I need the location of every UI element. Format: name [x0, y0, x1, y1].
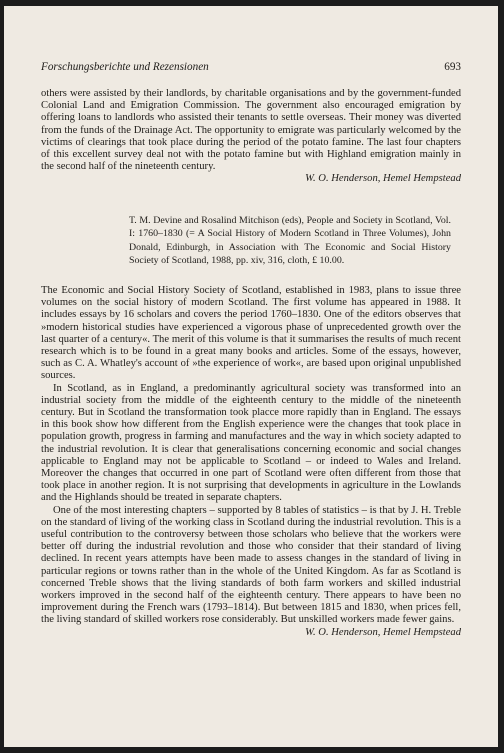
- document-page: [4, 6, 498, 747]
- page-number: 693: [444, 61, 461, 73]
- review-2-paragraph-2: In Scotland, as in England, a predominantly agricultural society was transformed into an industrial society from the middle of the eighteenth century to the middle of the nineteenth century. But in Scotland the transformation took placce more rapidly than in England. The essays in this book show how different from the English experience were the changes that took place in population growth, progress in farming and manufactures and the way in which society adapted to the industrial revolution. It is clear that generalisations concerning economic and social changes applicable to England may not be applicable to Scotland – or indeed to Wales and Ireland. Moreover the changes that occurred in one part of Scotland were often different from those that took place in another region. It is not surprising that developments in agriculture in the Lowlands and the Highlands should be treated in separate chapters.: [41, 382, 461, 504]
- review-2: [41, 285, 461, 639]
- review-2-paragraph-1: The Economic and Social History Society of Scotland, established in 1983, plans to issue three volumes on the social history of modern Scotland. The first volume has appeared in 1988. It includes essays by 16 scholars and covers the period 1760–1830. One of the editors observes that »modern historical studies have experienced a vigorous phase of unprecedented growth over the last quarter of a century«. The merit of this volume is that it summarises the results of much recent research which is to be found in a great many books and articles. Some of the essays, however, such as C. A. Whatley's account of »the experience of work«, are based upon original unpublished sources.: [41, 285, 461, 382]
- page-header: [41, 61, 461, 74]
- review-1-paragraph: others were assisted by their landlords, by charitable organisations and by the government-funded Colonial Land and Emigration Commission. The government also encouraged emigration by offering loans to landlords who assisted their tenants to settle overseas. Their money was diverted from the funds of the Drainage Act. The opportunity to emigrate was particularly welcomed by the victims of clearings that took place during the period of the potato famine. The last four chapters of this excellent survey deal not with the potato famine but with Highland emigration mainly in the second half of the nineteenth century.: [41, 88, 461, 173]
- review-1: [41, 88, 461, 186]
- review-1-signature: W. O. Henderson, Hemel Hempstead: [305, 173, 461, 185]
- book-citation: T. M. Devine and Rosalind Mitchison (eds), People and Society in Scotland, Vol. I: 1760–1830 (= A Social History of Modern Scotland in Three Volumes), John Donald, Edinburgh, in Association with The Economic and Social History Society of Scotland, 1988, pp. xiv, 316, cloth, £ 10.00.: [129, 215, 451, 267]
- running-title: Forschungsberichte und Rezensionen: [41, 61, 209, 73]
- review-2-signature: W. O. Henderson, Hemel Hempstead: [305, 626, 461, 638]
- review-2-paragraph-3: One of the most interesting chapters – supported by 8 tables of statistics – is that by J. H. Treble on the standard of living of the working class in Scotland during the industrial revolution. This is a useful contribution to the controversy between those scholars who believe that the workers were better off during the industrial revolution and those who consider that their standard of living declined. In recent years attempts have been made to assess changes in the standard of living in particular regions or towns rather than in the whole of the United Kingdom. As far as Scotland is concerned Treble shows that the living standards of both farm workers and skilled industrial workers improved in the second half of the eighteenth century. There appears to have been no improvement during the French wars (1793–1814). But between 1815 and 1830, when prices fell, the living standard of skilled workers rose considerably. But unskilled workers made fewer gains.: [41, 504, 461, 626]
